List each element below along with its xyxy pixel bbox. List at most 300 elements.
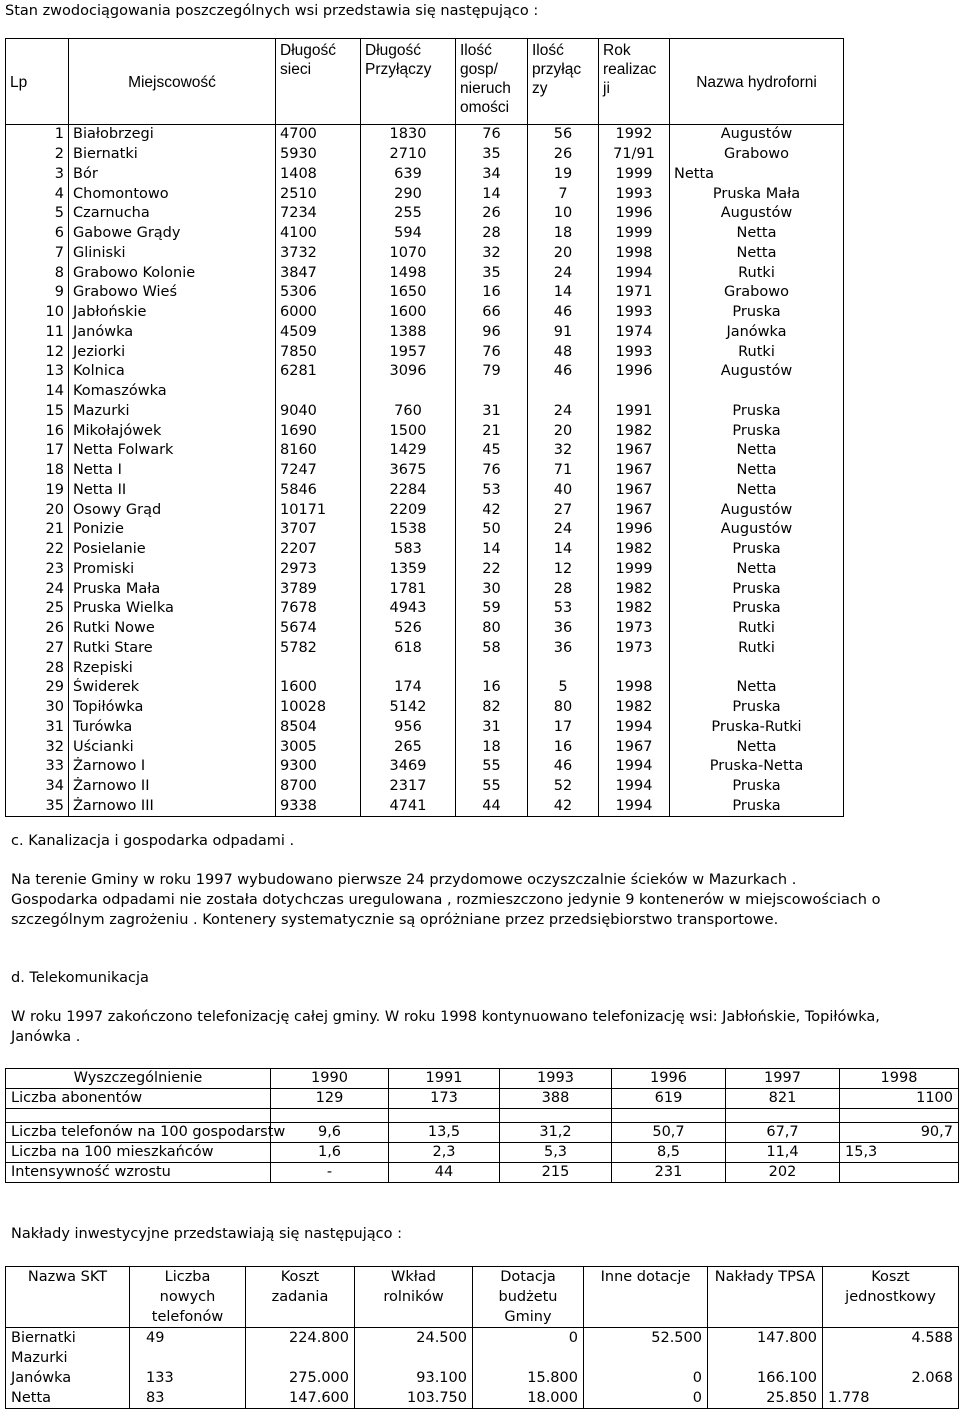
table-row: [6, 540, 844, 560]
cell-dlugosc-przylaczy: 1957: [361, 342, 456, 362]
cell-dlugosc-przylaczy: 956: [361, 718, 456, 738]
cell-dlugosc-przylaczy: 618: [361, 639, 456, 659]
telecom-cell: 15,3: [840, 1143, 959, 1163]
cell-miejscowosc: Białobrzegi: [69, 125, 276, 145]
cell-dlugosc-sieci: 2510: [276, 184, 361, 204]
cell-lp: 7: [6, 244, 69, 264]
cell-dlugosc-przylaczy: 1359: [361, 560, 456, 580]
cell-miejscowosc: Posielanie: [69, 540, 276, 560]
header-dlugosc-przylaczy: Długość Przyłączy: [361, 39, 456, 125]
cell-dlugosc-przylaczy: 583: [361, 540, 456, 560]
investment-header-cell: Koszt jednostkowy: [823, 1267, 959, 1328]
cell-dlugosc-przylaczy: 2209: [361, 500, 456, 520]
cell-hydrofornia: Augustów: [670, 204, 844, 224]
cell-lp: 21: [6, 520, 69, 540]
cell-dlugosc-przylaczy: 3675: [361, 461, 456, 481]
header-dlugosc-sieci: Długość sieci: [276, 39, 361, 125]
cell-rok: 1967: [599, 441, 670, 461]
telecom-header-year: 1991: [389, 1069, 500, 1089]
table-row: [6, 1143, 959, 1163]
cell-hydrofornia: Pruska: [670, 797, 844, 817]
cell-dlugosc-sieci: 1690: [276, 421, 361, 441]
cell-lp: 27: [6, 639, 69, 659]
cell-hydrofornia: Netta: [670, 560, 844, 580]
section-c-line-1: Na terenie Gminy w roku 1997 wybudowano pierwsze 24 przydomowe oczyszczalnie ścieków w Mazurkach .: [11, 872, 797, 888]
cell-dlugosc-sieci: 8160: [276, 441, 361, 461]
investment-cell: 49: [130, 1328, 246, 1369]
table-row: [6, 283, 844, 303]
cell-hydrofornia: Pruska: [670, 303, 844, 323]
page-heading: Stan zwodociągowania poszczególnych wsi przedstawia się następująco :: [5, 3, 539, 19]
cell-ilosc-przylaczy: 7: [528, 184, 599, 204]
cell-miejscowosc: Topiłówka: [69, 698, 276, 718]
cell-ilosc-przylaczy: 56: [528, 125, 599, 145]
cell-dlugosc-przylaczy: 526: [361, 619, 456, 639]
investment-cell: 1.778: [823, 1388, 959, 1409]
cell-ilosc-gosp: 79: [456, 362, 528, 382]
investment-header-cell: Nazwa SKT: [6, 1267, 130, 1328]
cell-lp: 15: [6, 402, 69, 422]
cell-ilosc-przylaczy: 32: [528, 441, 599, 461]
cell-ilosc-gosp: 14: [456, 184, 528, 204]
table-row: [6, 757, 844, 777]
cell-rok: 1982: [599, 579, 670, 599]
cell-dlugosc-sieci: 7234: [276, 204, 361, 224]
cell-ilosc-przylaczy: 52: [528, 777, 599, 797]
investment-cell: 0: [473, 1328, 584, 1369]
cell-hydrofornia: Augustów: [670, 520, 844, 540]
cell-ilosc-gosp: 32: [456, 244, 528, 264]
telecom-header-year: 1996: [612, 1069, 726, 1089]
telecom-cell: 231: [612, 1163, 726, 1183]
cell-ilosc-przylaczy: 71: [528, 461, 599, 481]
cell-ilosc-przylaczy: 48: [528, 342, 599, 362]
telecom-cell: [389, 1109, 500, 1123]
cell-dlugosc-sieci: 6000: [276, 303, 361, 323]
cell-hydrofornia: Pruska: [670, 599, 844, 619]
cell-hydrofornia: Augustów: [670, 125, 844, 145]
table-row: [6, 481, 844, 501]
cell-ilosc-przylaczy: 5: [528, 678, 599, 698]
table-row: [6, 777, 844, 797]
cell-dlugosc-sieci: 5306: [276, 283, 361, 303]
cell-hydrofornia: Netta: [670, 461, 844, 481]
cell-dlugosc-sieci: 2207: [276, 540, 361, 560]
cell-dlugosc-przylaczy: 2317: [361, 777, 456, 797]
cell-miejscowosc: Komaszówka: [69, 382, 276, 402]
cell-hydrofornia: Netta: [670, 244, 844, 264]
investment-cell: 0: [584, 1368, 708, 1388]
cell-dlugosc-przylaczy: 1500: [361, 421, 456, 441]
cell-miejscowosc: Biernatki: [69, 145, 276, 165]
cell-hydrofornia: Pruska-Netta: [670, 757, 844, 777]
table-row: [6, 441, 844, 461]
header-lp: Lp: [6, 39, 69, 125]
cell-hydrofornia: [670, 382, 844, 402]
cell-dlugosc-sieci: 5674: [276, 619, 361, 639]
cell-miejscowosc: Janówka: [69, 323, 276, 343]
cell-miejscowosc: Pruska Wielka: [69, 599, 276, 619]
cell-dlugosc-przylaczy: 639: [361, 165, 456, 185]
cell-ilosc-przylaczy: 36: [528, 639, 599, 659]
cell-rok: [599, 382, 670, 402]
telecom-cell: 67,7: [726, 1123, 840, 1143]
cell-dlugosc-przylaczy: 760: [361, 402, 456, 422]
telecom-cell: 8,5: [612, 1143, 726, 1163]
cell-lp: 22: [6, 540, 69, 560]
cell-hydrofornia: Pruska: [670, 579, 844, 599]
cell-ilosc-gosp: 21: [456, 421, 528, 441]
cell-ilosc-przylaczy: [528, 382, 599, 402]
cell-ilosc-przylaczy: 14: [528, 540, 599, 560]
cell-ilosc-gosp: 14: [456, 540, 528, 560]
cell-ilosc-gosp: 35: [456, 263, 528, 283]
table-row: [6, 244, 844, 264]
cell-dlugosc-sieci: [276, 658, 361, 678]
telecom-cell: 129: [271, 1089, 389, 1109]
cell-rok: 1967: [599, 500, 670, 520]
cell-dlugosc-sieci: 9338: [276, 797, 361, 817]
cell-miejscowosc: Mikołajówek: [69, 421, 276, 441]
cell-dlugosc-przylaczy: 1650: [361, 283, 456, 303]
investment-cell: 83: [130, 1388, 246, 1409]
cell-hydrofornia: Pruska: [670, 777, 844, 797]
cell-lp: 20: [6, 500, 69, 520]
cell-ilosc-gosp: 58: [456, 639, 528, 659]
telecom-cell: 619: [612, 1089, 726, 1109]
table-row: [6, 560, 844, 580]
investment-row-label: Biernatki Mazurki: [6, 1328, 130, 1369]
cell-ilosc-gosp: 76: [456, 342, 528, 362]
telecom-row-label: Liczba telefonów na 100 gospodarstw: [6, 1123, 271, 1143]
investment-header-cell: Liczba nowych telefonów: [130, 1267, 246, 1328]
cell-lp: 26: [6, 619, 69, 639]
cell-ilosc-gosp: 28: [456, 224, 528, 244]
table-row: [6, 797, 844, 817]
table-row: [6, 184, 844, 204]
cell-dlugosc-przylaczy: 1070: [361, 244, 456, 264]
section-c-title: c. Kanalizacja i gospodarka odpadami .: [11, 833, 295, 849]
table-row: [6, 500, 844, 520]
cell-dlugosc-sieci: [276, 382, 361, 402]
cell-rok: 1967: [599, 461, 670, 481]
cell-hydrofornia: Pruska: [670, 421, 844, 441]
cell-dlugosc-przylaczy: 1538: [361, 520, 456, 540]
cell-dlugosc-przylaczy: 1600: [361, 303, 456, 323]
table-row: [6, 1163, 959, 1183]
investment-cell: 4.588: [823, 1328, 959, 1369]
cell-rok: 1971: [599, 283, 670, 303]
cell-lp: 4: [6, 184, 69, 204]
cell-lp: 33: [6, 757, 69, 777]
telecom-header-year: 1997: [726, 1069, 840, 1089]
telecom-cell: 1100: [840, 1089, 959, 1109]
investment-cell: 275.000: [246, 1368, 355, 1388]
telecom-cell: [726, 1109, 840, 1123]
cell-miejscowosc: Osowy Grąd: [69, 500, 276, 520]
table-row: [6, 718, 844, 738]
investment-row-label: Janówka: [6, 1368, 130, 1388]
cell-rok: 1974: [599, 323, 670, 343]
cell-miejscowosc: Rutki Stare: [69, 639, 276, 659]
cell-ilosc-gosp: 55: [456, 777, 528, 797]
investment-row-label: Netta: [6, 1388, 130, 1409]
telecom-row-label: Liczba na 100 mieszkańców: [6, 1143, 271, 1163]
cell-ilosc-gosp: 34: [456, 165, 528, 185]
table-row: [6, 1123, 959, 1143]
cell-rok: 1996: [599, 520, 670, 540]
telecom-table: [5, 1068, 959, 1183]
cell-dlugosc-sieci: 3005: [276, 737, 361, 757]
cell-dlugosc-sieci: 4700: [276, 125, 361, 145]
table-row: [6, 165, 844, 185]
cell-dlugosc-przylaczy: 1830: [361, 125, 456, 145]
table-row: [6, 678, 844, 698]
cell-lp: 1: [6, 125, 69, 145]
cell-hydrofornia: Grabowo: [670, 145, 844, 165]
cell-ilosc-gosp: 76: [456, 461, 528, 481]
cell-ilosc-gosp: 42: [456, 500, 528, 520]
cell-miejscowosc: Mazurki: [69, 402, 276, 422]
cell-dlugosc-przylaczy: 3469: [361, 757, 456, 777]
cell-rok: 1994: [599, 263, 670, 283]
header-nazwa-hydroforni: Nazwa hydroforni: [670, 39, 844, 125]
cell-ilosc-gosp: 55: [456, 757, 528, 777]
telecom-row-label: [6, 1109, 271, 1123]
investment-cell: 147.800: [708, 1328, 823, 1369]
cell-dlugosc-przylaczy: 290: [361, 184, 456, 204]
section-d-line-1: W roku 1997 zakończono telefonizację całej gminy. W roku 1998 kontynuowano telefonizację wsi: Jabłońskie, Topiłówka,: [11, 1009, 880, 1025]
cell-ilosc-przylaczy: 46: [528, 757, 599, 777]
telecom-header-year: 1993: [500, 1069, 612, 1089]
cell-dlugosc-przylaczy: 1429: [361, 441, 456, 461]
table-row: [6, 461, 844, 481]
cell-ilosc-przylaczy: 28: [528, 579, 599, 599]
cell-lp: 31: [6, 718, 69, 738]
cell-ilosc-gosp: 53: [456, 481, 528, 501]
telecom-header-year: 1990: [271, 1069, 389, 1089]
telecom-cell: [612, 1109, 726, 1123]
cell-rok: 1982: [599, 540, 670, 560]
investment-cell: 15.800: [473, 1368, 584, 1388]
cell-lp: 30: [6, 698, 69, 718]
section-c-line-3: szczególnym zagrożeniu . Kontenery systematycznie są opróżniane przez przedsiębiorstwo transportowe.: [11, 912, 779, 928]
cell-hydrofornia: [670, 658, 844, 678]
cell-ilosc-gosp: 80: [456, 619, 528, 639]
table-row: [6, 599, 844, 619]
investment-cell: 25.850: [708, 1388, 823, 1409]
cell-dlugosc-przylaczy: [361, 382, 456, 402]
cell-rok: 1996: [599, 362, 670, 382]
cell-dlugosc-przylaczy: 174: [361, 678, 456, 698]
investment-cell: 224.800: [246, 1328, 355, 1369]
cell-miejscowosc: Netta I: [69, 461, 276, 481]
cell-lp: 13: [6, 362, 69, 382]
investment-header-cell: Nakłady TPSA: [708, 1267, 823, 1328]
cell-miejscowosc: Świderek: [69, 678, 276, 698]
cell-ilosc-gosp: 59: [456, 599, 528, 619]
investment-cell: 147.600: [246, 1388, 355, 1409]
telecom-row-label: Intensywność wzrostu: [6, 1163, 271, 1183]
investment-table: [5, 1266, 959, 1409]
telecom-cell: [271, 1109, 389, 1123]
cell-dlugosc-sieci: 3789: [276, 579, 361, 599]
cell-ilosc-przylaczy: 20: [528, 244, 599, 264]
cell-dlugosc-sieci: 4100: [276, 224, 361, 244]
cell-ilosc-przylaczy: 12: [528, 560, 599, 580]
cell-ilosc-przylaczy: 80: [528, 698, 599, 718]
cell-ilosc-przylaczy: [528, 658, 599, 678]
table-row: [6, 1109, 959, 1123]
table-row: [6, 520, 844, 540]
cell-miejscowosc: Ponizie: [69, 520, 276, 540]
cell-lp: 28: [6, 658, 69, 678]
cell-lp: 14: [6, 382, 69, 402]
cell-hydrofornia: Pruska: [670, 402, 844, 422]
cell-rok: 1993: [599, 303, 670, 323]
cell-lp: 5: [6, 204, 69, 224]
cell-rok: 1998: [599, 678, 670, 698]
cell-dlugosc-przylaczy: 265: [361, 737, 456, 757]
cell-ilosc-przylaczy: 24: [528, 263, 599, 283]
cell-hydrofornia: Janówka: [670, 323, 844, 343]
cell-dlugosc-sieci: 3732: [276, 244, 361, 264]
cell-hydrofornia: Rutki: [670, 639, 844, 659]
cell-miejscowosc: Grabowo Wieś: [69, 283, 276, 303]
cell-ilosc-gosp: 82: [456, 698, 528, 718]
cell-rok: 1994: [599, 718, 670, 738]
cell-lp: 10: [6, 303, 69, 323]
cell-ilosc-gosp: 22: [456, 560, 528, 580]
cell-lp: 6: [6, 224, 69, 244]
cell-ilosc-gosp: 66: [456, 303, 528, 323]
cell-rok: 1993: [599, 184, 670, 204]
table-row: [6, 402, 844, 422]
cell-hydrofornia: Netta: [670, 678, 844, 698]
investment-cell: 133: [130, 1368, 246, 1388]
cell-rok: 1994: [599, 777, 670, 797]
cell-hydrofornia: Grabowo: [670, 283, 844, 303]
cell-miejscowosc: Kolnica: [69, 362, 276, 382]
cell-hydrofornia: Rutki: [670, 619, 844, 639]
investment-cell: 24.500: [355, 1328, 473, 1369]
cell-dlugosc-sieci: 8504: [276, 718, 361, 738]
cell-ilosc-przylaczy: 10: [528, 204, 599, 224]
cell-miejscowosc: Uścianki: [69, 737, 276, 757]
investment-header-cell: Inne dotacje: [584, 1267, 708, 1328]
table-row: [6, 323, 844, 343]
cell-dlugosc-przylaczy: 3096: [361, 362, 456, 382]
table-row: [6, 362, 844, 382]
cell-miejscowosc: Gabowe Grądy: [69, 224, 276, 244]
cell-dlugosc-sieci: 10028: [276, 698, 361, 718]
cell-ilosc-gosp: 45: [456, 441, 528, 461]
header-rok-realizacji: Rok realizac ji: [599, 39, 670, 125]
cell-rok: 1992: [599, 125, 670, 145]
telecom-cell: 13,5: [389, 1123, 500, 1143]
telecom-cell: 2,3: [389, 1143, 500, 1163]
cell-dlugosc-przylaczy: 5142: [361, 698, 456, 718]
cell-dlugosc-sieci: 2973: [276, 560, 361, 580]
cell-dlugosc-przylaczy: 1781: [361, 579, 456, 599]
cell-rok: [599, 658, 670, 678]
cell-lp: 35: [6, 797, 69, 817]
cell-hydrofornia: Netta: [670, 165, 844, 185]
table-row: [6, 698, 844, 718]
cell-lp: 34: [6, 777, 69, 797]
cell-ilosc-gosp: 31: [456, 718, 528, 738]
table-row: [6, 658, 844, 678]
cell-miejscowosc: Jabłońskie: [69, 303, 276, 323]
cell-miejscowosc: Rutki Nowe: [69, 619, 276, 639]
cell-rok: 1982: [599, 421, 670, 441]
cell-lp: 16: [6, 421, 69, 441]
cell-miejscowosc: Netta II: [69, 481, 276, 501]
investment-header-cell: Wkład rolników: [355, 1267, 473, 1328]
cell-dlugosc-przylaczy: [361, 658, 456, 678]
cell-dlugosc-sieci: 1600: [276, 678, 361, 698]
header-miejscowosc: Miejscowość: [69, 39, 276, 125]
section-d-line-2: Janówka .: [11, 1029, 81, 1045]
cell-ilosc-gosp: [456, 658, 528, 678]
investment-cell: 18.000: [473, 1388, 584, 1409]
cell-hydrofornia: Pruska: [670, 698, 844, 718]
cell-dlugosc-sieci: 1408: [276, 165, 361, 185]
investment-cell: 93.100: [355, 1368, 473, 1388]
cell-dlugosc-sieci: 9040: [276, 402, 361, 422]
telecom-cell: 90,7: [840, 1123, 959, 1143]
telecom-cell: [840, 1109, 959, 1123]
cell-lp: 12: [6, 342, 69, 362]
telecom-cell: 173: [389, 1089, 500, 1109]
table-row: [6, 303, 844, 323]
cell-ilosc-przylaczy: 46: [528, 362, 599, 382]
cell-ilosc-gosp: 50: [456, 520, 528, 540]
cell-ilosc-przylaczy: 91: [528, 323, 599, 343]
table-row: [6, 1328, 959, 1369]
telecom-cell: 388: [500, 1089, 612, 1109]
cell-ilosc-przylaczy: 17: [528, 718, 599, 738]
cell-miejscowosc: Pruska Mała: [69, 579, 276, 599]
telecom-cell: 44: [389, 1163, 500, 1183]
header-ilosc-gosp: Ilość gosp/ nieruch omości: [456, 39, 528, 125]
cell-rok: 1982: [599, 599, 670, 619]
cell-ilosc-przylaczy: 40: [528, 481, 599, 501]
cell-ilosc-gosp: 16: [456, 283, 528, 303]
cell-ilosc-gosp: 96: [456, 323, 528, 343]
cell-lp: 8: [6, 263, 69, 283]
cell-ilosc-przylaczy: 53: [528, 599, 599, 619]
cell-dlugosc-przylaczy: 4741: [361, 797, 456, 817]
cell-rok: 1967: [599, 481, 670, 501]
table-row: [6, 1368, 959, 1388]
cell-hydrofornia: Pruska-Rutki: [670, 718, 844, 738]
cell-hydrofornia: Netta: [670, 481, 844, 501]
cell-rok: 1993: [599, 342, 670, 362]
cell-miejscowosc: Czarnucha: [69, 204, 276, 224]
cell-dlugosc-przylaczy: 2284: [361, 481, 456, 501]
header-ilosc-przylaczy: Ilość przyłąc zy: [528, 39, 599, 125]
cell-ilosc-przylaczy: 20: [528, 421, 599, 441]
cell-dlugosc-przylaczy: 4943: [361, 599, 456, 619]
telecom-cell: 202: [726, 1163, 840, 1183]
telecom-cell: [840, 1163, 959, 1183]
cell-miejscowosc: Jeziorki: [69, 342, 276, 362]
cell-miejscowosc: Żarnowo I: [69, 757, 276, 777]
cell-dlugosc-przylaczy: 2710: [361, 145, 456, 165]
table-row: [6, 145, 844, 165]
telecom-cell: 11,4: [726, 1143, 840, 1163]
